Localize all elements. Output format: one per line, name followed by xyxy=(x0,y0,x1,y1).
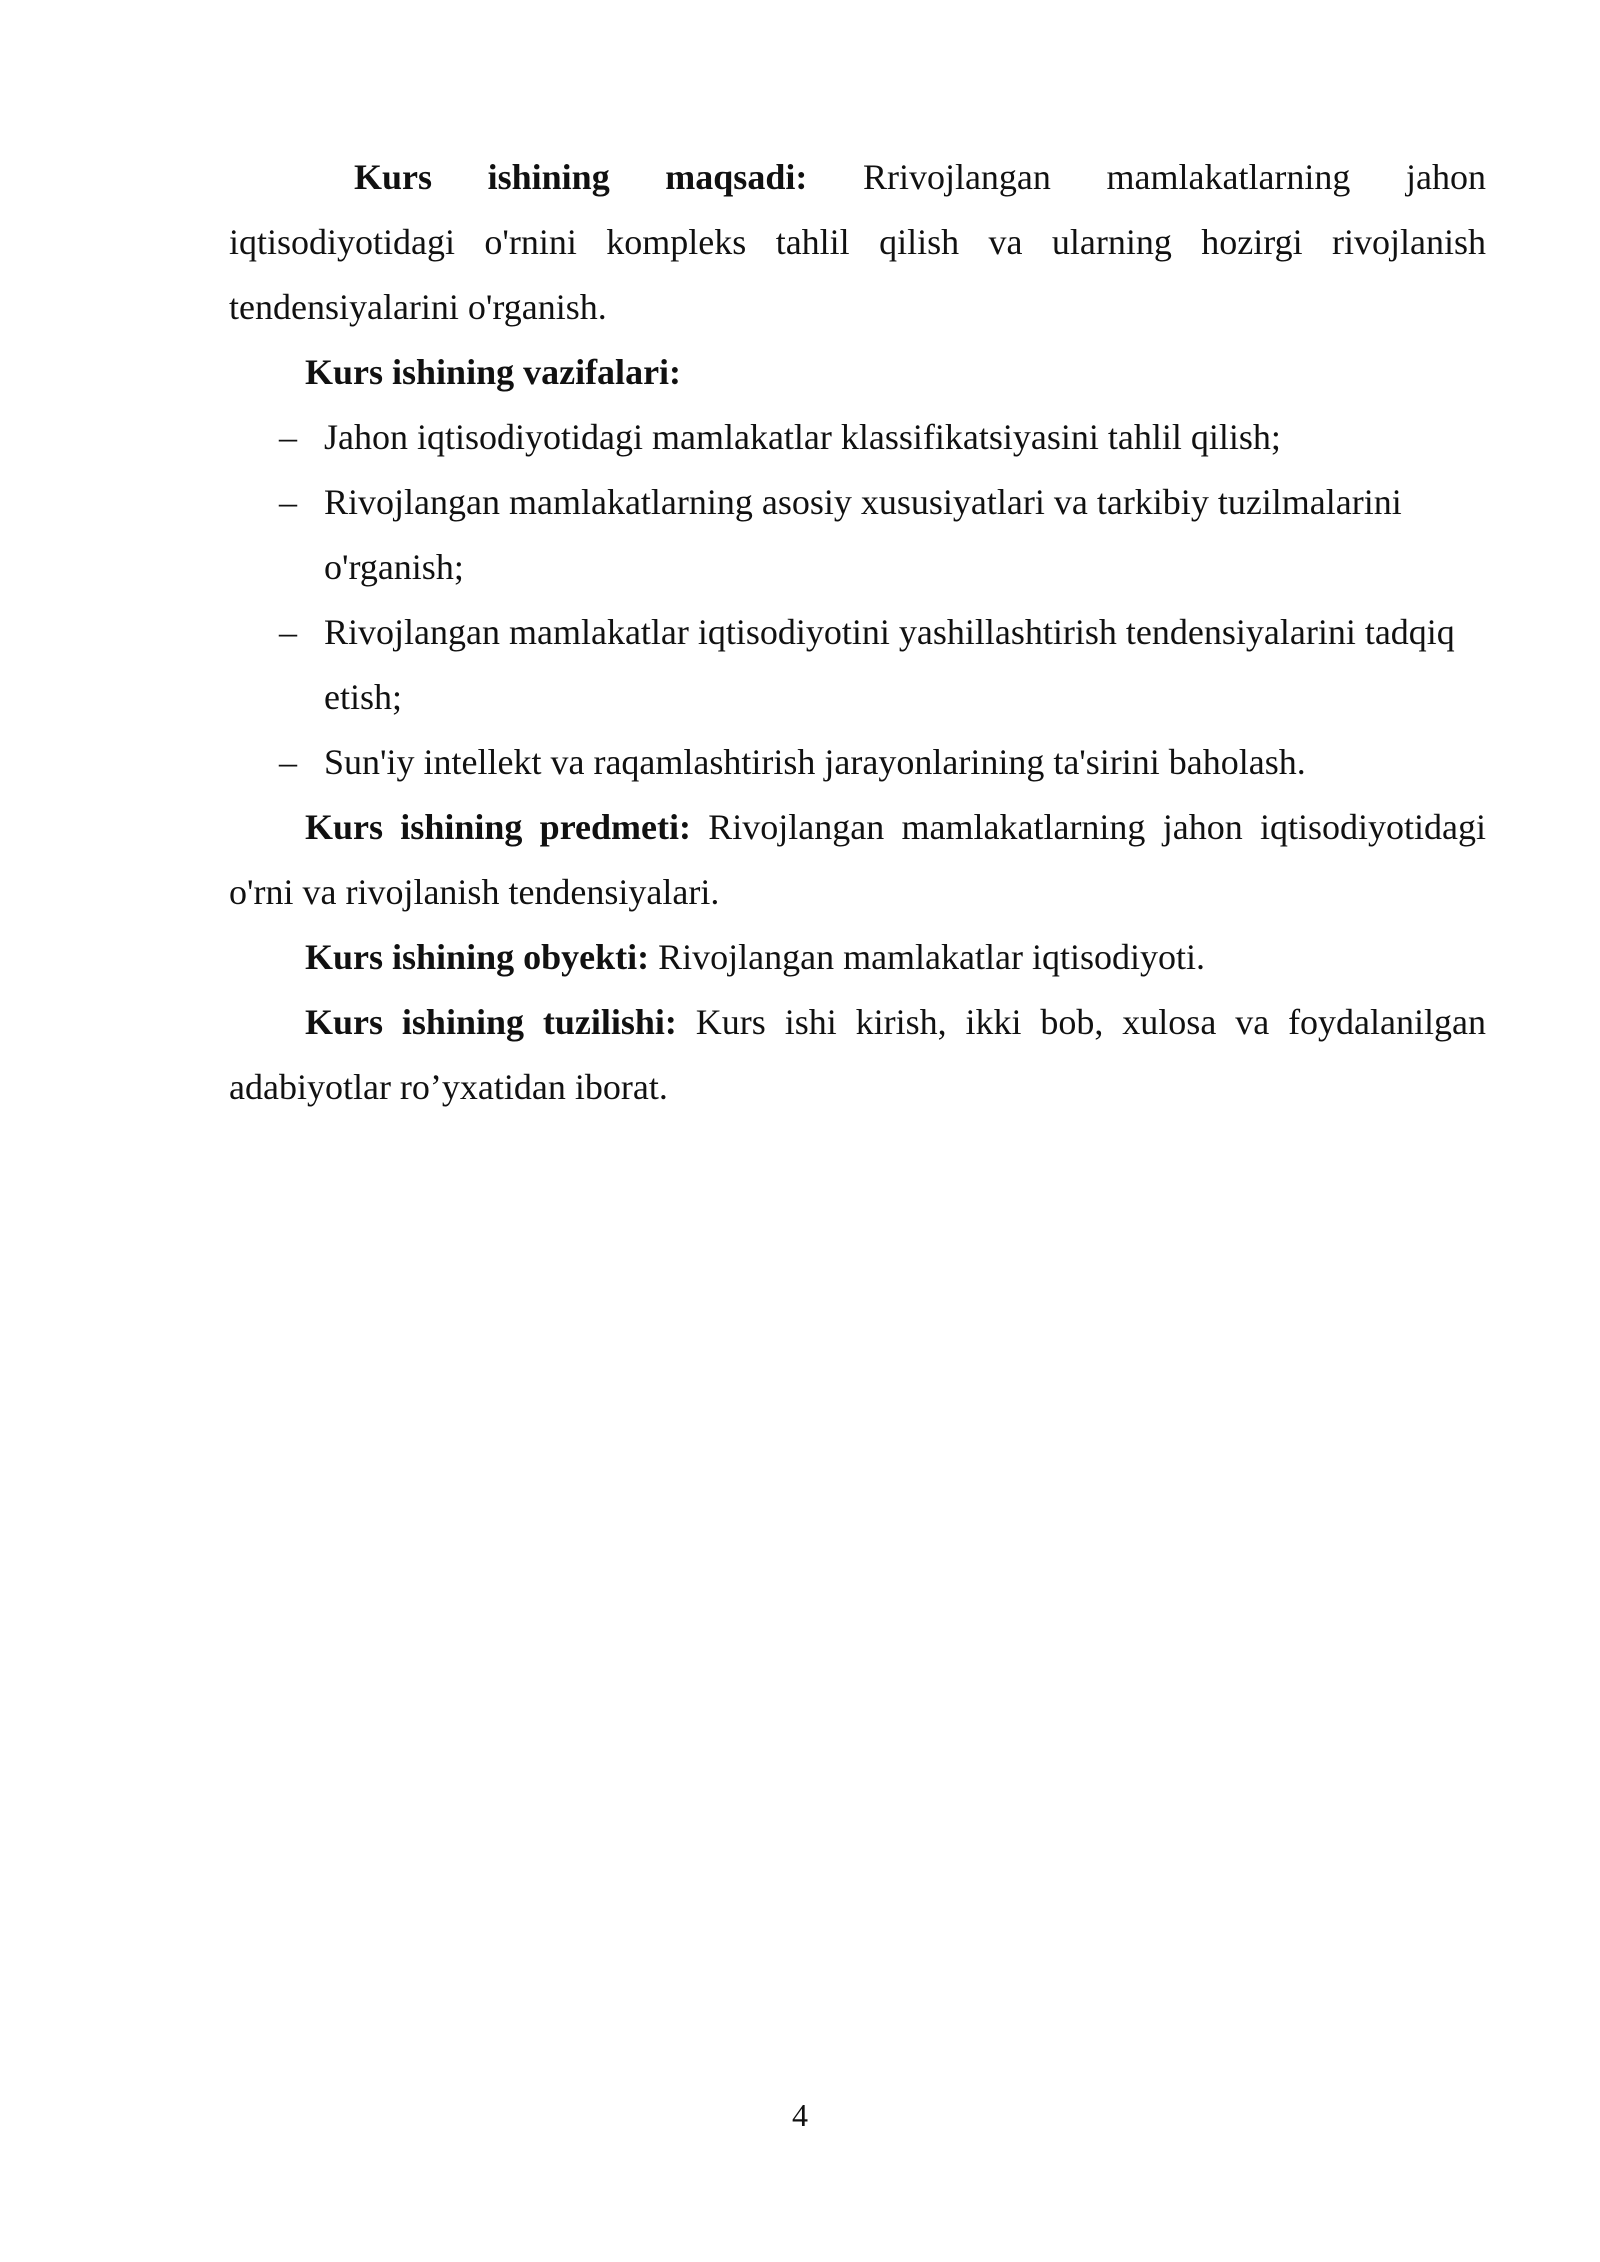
task-item xyxy=(279,600,1486,730)
structure-paragraph xyxy=(229,990,1486,1120)
task-text: Rivojlangan mamlakatlar iqtisodiyotini yashillashtirish tendensiyalarini tadqiq etish; xyxy=(324,612,1455,717)
task-item xyxy=(279,405,1486,470)
object-paragraph xyxy=(229,925,1486,990)
subject-text: Rivojlangan mamlakatlarning jahon iqtisodiyotidagi o'rni va rivojlanish tendensiyalari. xyxy=(229,807,1486,912)
subject-label: Kurs ishining predmeti: xyxy=(305,807,691,847)
task-item xyxy=(279,730,1486,795)
dash-bullet-icon: – xyxy=(279,417,297,457)
task-text: Rivojlangan mamlakatlarning asosiy xususiyatlari va tarkibiy tuzilmalarini o'rganish; xyxy=(324,482,1402,587)
task-text: Sun'iy intellekt va raqamlashtirish jarayonlarining ta'sirini baholash. xyxy=(324,742,1306,782)
task-text: Jahon iqtisodiyotidagi mamlakatlar klassifikatsiyasini tahlil qilish; xyxy=(324,417,1281,457)
object-label: Kurs ishining obyekti: xyxy=(305,937,650,977)
task-item xyxy=(279,470,1486,600)
structure-text: Kurs ishi kirish, ikki bob, xulosa va foydalanilgan adabiyotlar ro’yxatidan iborat. xyxy=(229,1002,1486,1107)
page-number: 4 xyxy=(792,2097,808,2133)
goal-paragraph xyxy=(229,145,1486,340)
structure-label: Kurs ishining tuzilishi: xyxy=(305,1002,677,1042)
tasks-list xyxy=(229,405,1486,795)
dash-bullet-icon: – xyxy=(279,482,297,522)
document-page xyxy=(229,145,1486,1120)
subject-paragraph xyxy=(229,795,1486,925)
goal-label: Kurs ishining maqsadi: xyxy=(354,157,808,197)
object-text: Rivojlangan mamlakatlar iqtisodiyoti. xyxy=(649,937,1206,977)
dash-bullet-icon: – xyxy=(279,742,297,782)
dash-bullet-icon: – xyxy=(279,612,297,652)
goal-text: Rrivojlangan mamlakatlarning jahon iqtisodiyotidagi o'rnini kompleks tahlil qilish va ularning hozirgi rivojlanish tendensiyalarini o'rganish. xyxy=(229,157,1487,327)
tasks-heading: Kurs ishining vazifalari: xyxy=(305,352,682,392)
